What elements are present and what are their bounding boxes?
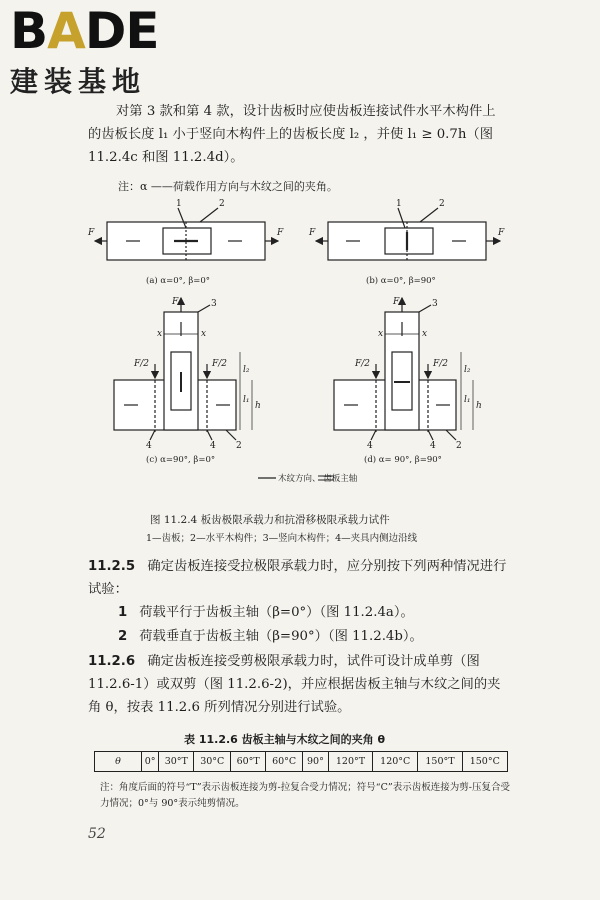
svg-text:F/2: F/2 [433, 359, 449, 369]
svg-text:4: 4 [146, 441, 152, 451]
svg-text:1: 1 [176, 199, 182, 209]
svg-text:x: x [157, 329, 163, 339]
table-title: 表 11.2.6 齿板主轴与木纹之间的夹角 θ [184, 733, 386, 746]
subfigure-a [95, 208, 278, 260]
section-11-2-6 [88, 650, 508, 719]
subfigure-c [114, 298, 252, 440]
svg-text:2: 2 [236, 441, 242, 451]
table-note: 注：角度后面的符号“T”表示齿板连接为剪-拉复合受力情况；符号“C”表示齿板连接为剪-压复合受力情况；0°与 90°表示纯剪情况。 [100, 782, 510, 809]
label-F: F [88, 228, 95, 238]
section-number: 11.2.5 [88, 559, 136, 574]
svg-text:3: 3 [432, 299, 438, 309]
caption-a: (a) α=0°, β=0° [146, 276, 211, 286]
section-text: 确定齿板连接受剪极限承载力时，试件可设计成单剪（图 11.2.6-1）或双剪（图 11.2.6-2)，并应根据齿板主轴与木纹之间的夹角 θ，按表 11.2.6 所列情况分别进行试验。 [88, 654, 501, 715]
svg-text:F/2: F/2 [212, 359, 228, 369]
svg-text:F: F [498, 228, 505, 238]
svg-text:x: x [422, 329, 428, 339]
svg-text:2: 2 [219, 199, 225, 209]
svg-text:F/2: F/2 [355, 359, 371, 369]
caption-b: (b) α=0°, β=90° [366, 276, 436, 286]
svg-text:F/2: F/2 [134, 359, 150, 369]
brand-logo: BADE [10, 2, 159, 60]
svg-text:F: F [393, 297, 400, 307]
brand-subtitle: 建装基地 [10, 65, 147, 98]
figure-title: 图 11.2.4 板齿极限承载力和抗滑移极限承载力试件 [150, 514, 390, 526]
svg-text:l₂: l₂ [464, 365, 471, 375]
subfigure-b [316, 208, 500, 260]
svg-text:4: 4 [210, 441, 216, 451]
svg-text:l₂: l₂ [243, 365, 250, 375]
table-row: θ 0° 30°T 30°C 60°T 60°C 90° 120°T 120°C 150°T 150°C [95, 752, 508, 772]
svg-text:4: 4 [367, 441, 373, 451]
intro-note: 注：α ——荷载作用方向与木纹之间的夹角。 [118, 180, 338, 193]
subfigure-d [334, 298, 473, 440]
figure-parts: 1—齿板；2—水平木构件；3—竖向木构件；4—夹具内侧边沿线 [146, 533, 418, 544]
section-11-2-5 [88, 555, 508, 601]
svg-text:2: 2 [439, 199, 445, 209]
svg-text:x: x [201, 329, 207, 339]
svg-text:4: 4 [430, 441, 436, 451]
svg-text:l₁: l₁ [243, 395, 250, 405]
svg-text:1: 1 [396, 199, 402, 209]
svg-text:x: x [378, 329, 384, 339]
svg-text:F: F [172, 297, 179, 307]
figure-legend: 木纹方向、 齿板主轴 [278, 474, 358, 484]
list-item: 1 荷载平行于齿板主轴（β=0°）（图 11.2.4a）。 [118, 605, 414, 620]
svg-text:h: h [476, 401, 482, 411]
svg-text:3: 3 [211, 299, 217, 309]
caption-c: (c) α=90°, β=0° [146, 455, 216, 465]
section-number: 11.2.6 [88, 654, 136, 669]
section-text: 确定齿板连接受拉极限承载力时，应分别按下列两种情况进行试验： [88, 559, 507, 597]
page-number: 52 [88, 826, 106, 842]
caption-d: (d) α= 90°, β=90° [364, 455, 442, 465]
svg-text:2: 2 [456, 441, 462, 451]
intro-paragraph: 对第 3 款和第 4 款，设计齿板时应使齿板连接试件水平木构件上的齿板长度 l₁ 小于竖向木构件上的齿板长度 l₂ ，并使 l₁ ≥ 0.7h（图 11.2.4c 和图 11.2.4d）。 [88, 104, 496, 165]
list-item: 2 荷载垂直于齿板主轴（β=90°）（图 11.2.4b）。 [118, 629, 423, 644]
svg-text:F: F [309, 228, 316, 238]
svg-text:l₁: l₁ [464, 395, 471, 405]
angle-table [94, 751, 508, 772]
svg-text:h: h [255, 401, 261, 411]
svg-text:F: F [277, 228, 284, 238]
